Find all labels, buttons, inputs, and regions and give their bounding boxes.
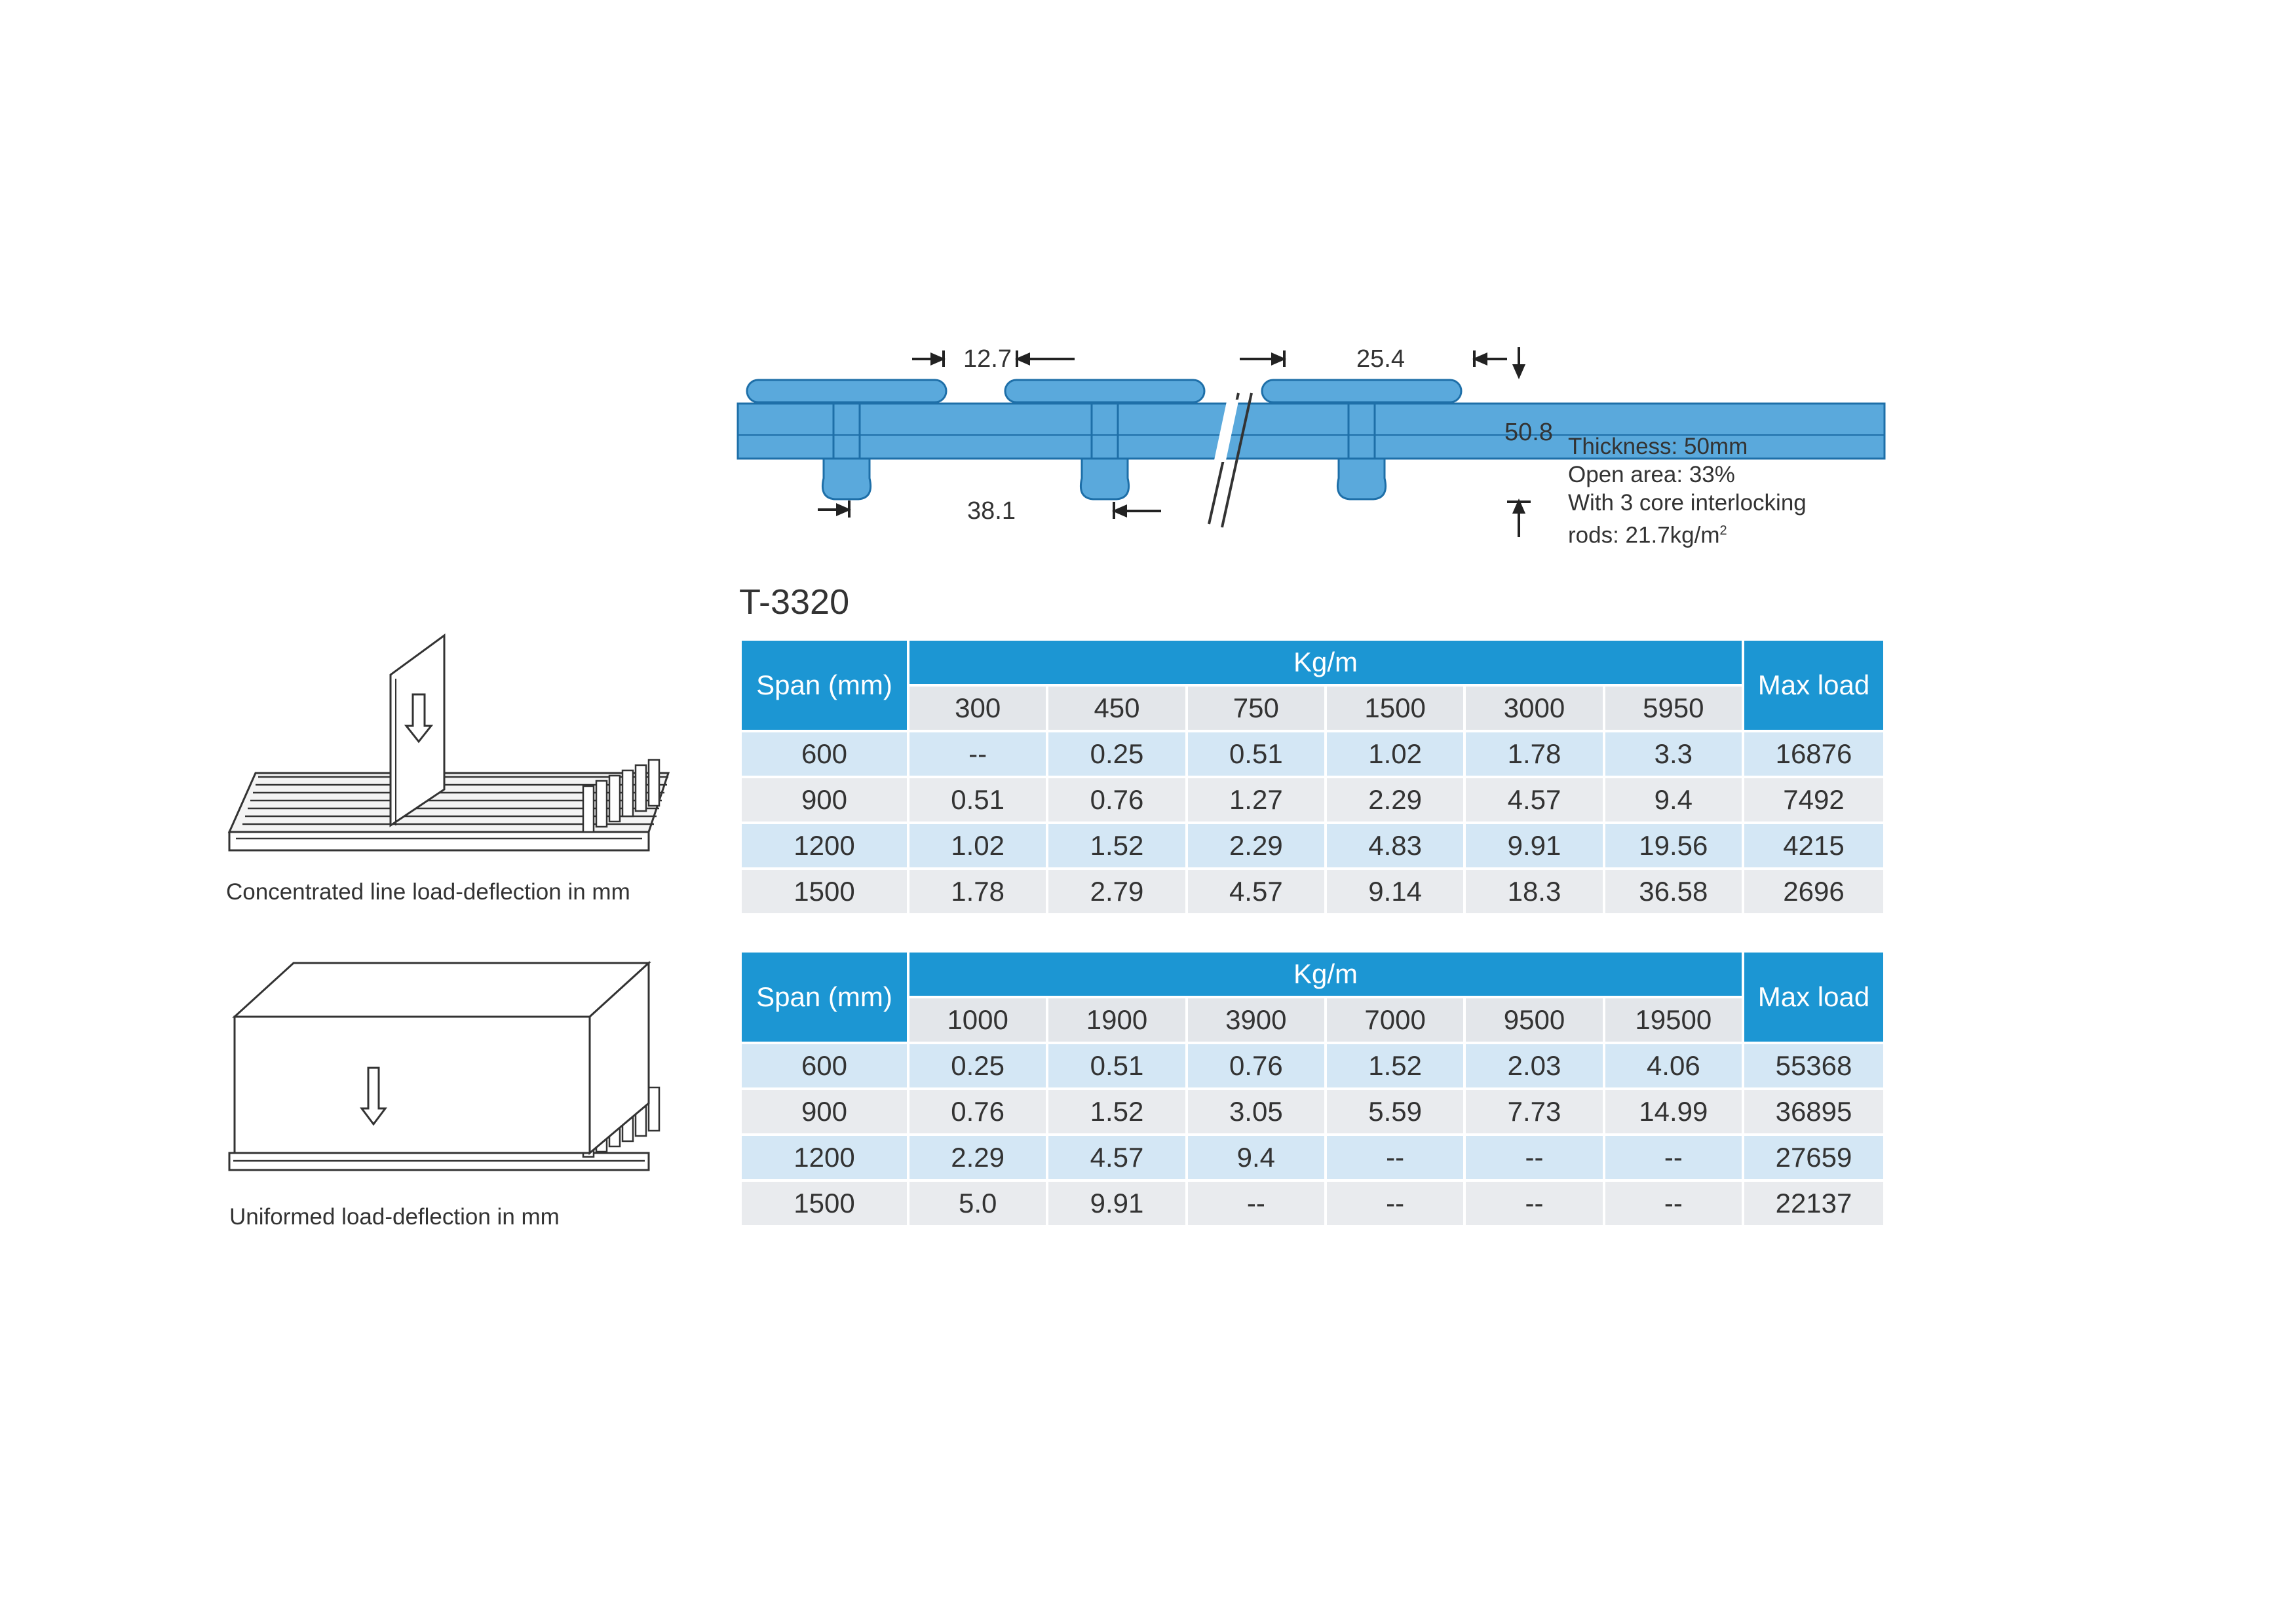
table-cell: 2.03 — [1464, 1043, 1603, 1089]
max-load-cell: 27659 — [1743, 1135, 1885, 1180]
table-cell: 5.0 — [908, 1180, 1047, 1226]
max-load-cell: 55368 — [1743, 1043, 1885, 1089]
load-header: 19500 — [1604, 997, 1743, 1043]
line-load-illustration — [216, 629, 675, 871]
table-cell: -- — [1604, 1135, 1743, 1180]
spec-notes — [1568, 432, 1807, 550]
table-cell: 9.4 — [1604, 777, 1743, 823]
table-cell: 3.3 — [1604, 731, 1743, 777]
dim-bottom-pitch: 38.1 — [967, 497, 1016, 525]
load-header: 300 — [908, 685, 1047, 731]
kgm-header: Kg/m — [908, 951, 1743, 997]
table-cell: 1.27 — [1187, 777, 1326, 823]
line-load-table — [739, 638, 1886, 916]
uniform-load-table — [739, 950, 1886, 1228]
table-cell: 14.99 — [1604, 1089, 1743, 1135]
spec-rods-line1: With 3 core interlocking — [1568, 490, 1807, 516]
max-load-cell: 16876 — [1743, 731, 1885, 777]
max-load-header: Max load — [1743, 639, 1885, 731]
table-row — [740, 1135, 1885, 1180]
max-load-cell: 7492 — [1743, 777, 1885, 823]
table-cell: 1.02 — [908, 823, 1047, 869]
table-cell: 9.4 — [1187, 1135, 1326, 1180]
table-cell: 0.25 — [908, 1043, 1047, 1089]
table-cell: 1.78 — [908, 869, 1047, 915]
load-header: 5950 — [1604, 685, 1743, 731]
max-load-header: Max load — [1743, 951, 1885, 1043]
table-cell: 0.76 — [1187, 1043, 1326, 1089]
table-cell: 2.79 — [1047, 869, 1186, 915]
table-cell: 4.57 — [1047, 1135, 1186, 1180]
table-cell: 0.51 — [1187, 731, 1326, 777]
span-header: Span (mm) — [740, 951, 908, 1043]
max-load-cell: 2696 — [1743, 869, 1885, 915]
load-header: 450 — [1047, 685, 1186, 731]
table-row — [740, 1043, 1885, 1089]
span-cell: 900 — [740, 1089, 908, 1135]
dim-thickness: 50.8 — [1504, 419, 1553, 446]
table-row — [740, 731, 1885, 777]
table-cell: -- — [1326, 1135, 1464, 1180]
table-cell: 1.52 — [1047, 823, 1186, 869]
load-header: 1000 — [908, 997, 1047, 1043]
table-cell: 2.29 — [1187, 823, 1326, 869]
load-header: 1900 — [1047, 997, 1186, 1043]
dim-top-span: 25.4 — [1356, 345, 1405, 373]
table-cell: 4.57 — [1187, 869, 1326, 915]
table-cell: 4.83 — [1326, 823, 1464, 869]
table-cell: -- — [1187, 1180, 1326, 1226]
load-header: 3900 — [1187, 997, 1326, 1043]
table-row — [740, 823, 1885, 869]
max-load-cell: 22137 — [1743, 1180, 1885, 1226]
table-cell: 0.76 — [1047, 777, 1186, 823]
table-row — [740, 777, 1885, 823]
table-cell: -- — [1326, 1180, 1464, 1226]
table-cell: 9.14 — [1326, 869, 1464, 915]
span-cell: 600 — [740, 1043, 908, 1089]
table-cell: 7.73 — [1464, 1089, 1603, 1135]
table-cell: 5.59 — [1326, 1089, 1464, 1135]
span-cell: 1500 — [740, 869, 908, 915]
spec-rods-line2: rods: $21.7kg/m^2$ — [1568, 522, 1727, 548]
table-cell: -- — [1464, 1135, 1603, 1180]
table-row — [740, 1089, 1885, 1135]
model-number: T-3320 — [739, 582, 850, 622]
uniform-load-illustration — [216, 956, 675, 1192]
table-cell: 4.57 — [1464, 777, 1603, 823]
table-cell: 9.91 — [1047, 1180, 1186, 1226]
load-header: 750 — [1187, 685, 1326, 731]
span-cell: 1500 — [740, 1180, 908, 1226]
table-cell: 0.25 — [1047, 731, 1186, 777]
table-cell: 1.52 — [1047, 1089, 1186, 1135]
table-cell: 19.56 — [1604, 823, 1743, 869]
table-cell: 2.29 — [908, 1135, 1047, 1180]
table-cell: 18.3 — [1464, 869, 1603, 915]
table-cell: 3.05 — [1187, 1089, 1326, 1135]
span-cell: 900 — [740, 777, 908, 823]
table-cell: -- — [1604, 1180, 1743, 1226]
table-cell: 1.02 — [1326, 731, 1464, 777]
table-row — [740, 869, 1885, 915]
table-cell: 0.51 — [1047, 1043, 1186, 1089]
table-row — [740, 1180, 1885, 1226]
span-header: Span (mm) — [740, 639, 908, 731]
spec-thickness: Thickness: 50mm — [1568, 434, 1748, 459]
table-cell: 1.78 — [1464, 731, 1603, 777]
load-header: 7000 — [1326, 997, 1464, 1043]
spec-open-area: Open area: 33% — [1568, 462, 1735, 487]
table-cell: 36.58 — [1604, 869, 1743, 915]
line-load-caption: Concentrated line load-deflection in mm — [226, 879, 630, 905]
load-header: 3000 — [1464, 685, 1603, 731]
max-load-cell: 4215 — [1743, 823, 1885, 869]
load-header: 1500 — [1326, 685, 1464, 731]
table-cell: 4.06 — [1604, 1043, 1743, 1089]
table-cell: 1.52 — [1326, 1043, 1464, 1089]
table-cell: -- — [1464, 1180, 1603, 1226]
table-cell: -- — [908, 731, 1047, 777]
load-header: 9500 — [1464, 997, 1603, 1043]
table-cell: 0.76 — [908, 1089, 1047, 1135]
uniform-load-caption: Uniformed load-deflection in mm — [229, 1204, 560, 1230]
table-cell: 0.51 — [908, 777, 1047, 823]
span-cell: 600 — [740, 731, 908, 777]
dim-top-pitch: 12.7 — [963, 345, 1012, 373]
table-cell: 2.29 — [1326, 777, 1464, 823]
table-cell: 9.91 — [1464, 823, 1603, 869]
span-cell: 1200 — [740, 823, 908, 869]
span-cell: 1200 — [740, 1135, 908, 1180]
kgm-header: Kg/m — [908, 639, 1743, 685]
max-load-cell: 36895 — [1743, 1089, 1885, 1135]
